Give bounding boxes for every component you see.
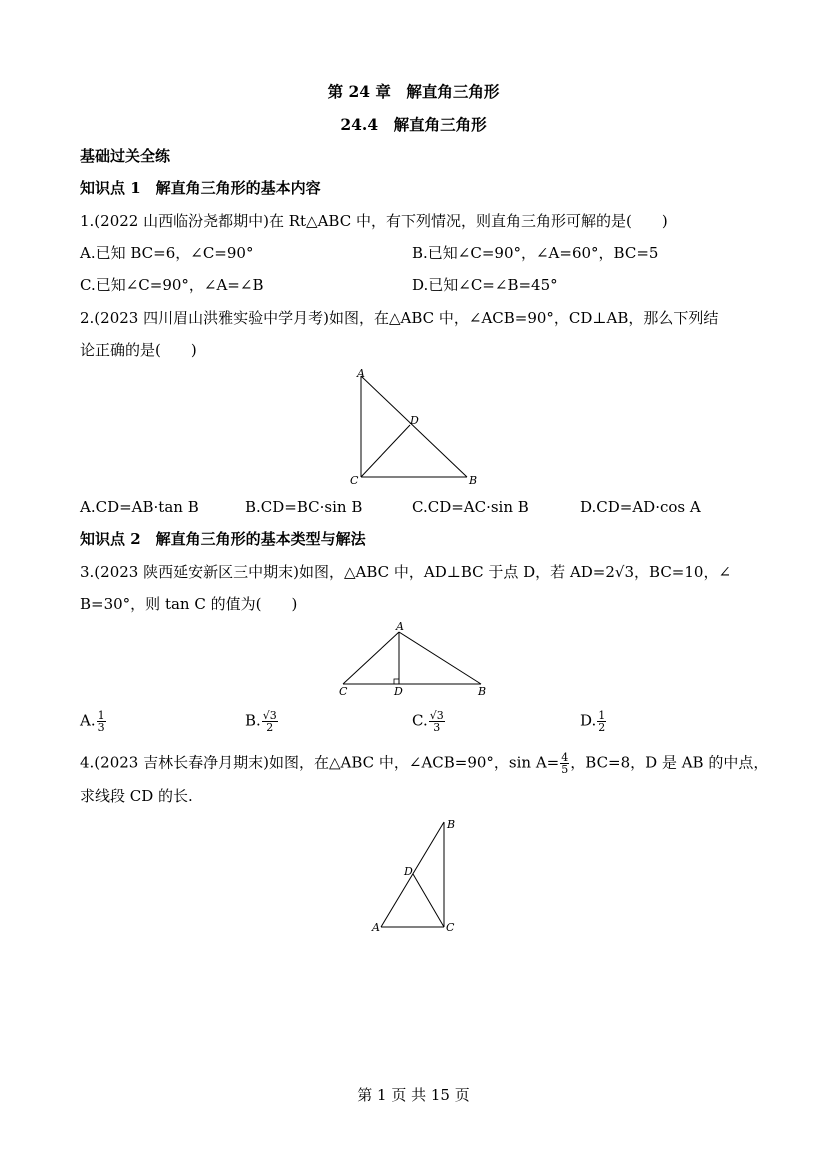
- q3-option-c: C. $\frac{√3}{3}$: [412, 709, 444, 734]
- q3-option-d: D. $\frac{1}{2}$: [580, 709, 606, 734]
- q4-label-c: C: [446, 921, 455, 934]
- section-title: 24.4 解直角三角形: [340, 115, 487, 134]
- q3-figure: [335, 620, 495, 700]
- q4-stem-line2: 求线段 CD 的长.: [80, 787, 193, 805]
- q4-stem-line1: 4.(2023 吉林长春净月期末)如图，在△ABC 中，∠ACB=90°，sin A= $\frac{4}{5}$ ，BC=8，D 是 AB 的中点，: [80, 751, 769, 776]
- q4-label-d: D: [404, 865, 413, 878]
- q2-option-d: D.CD=AD·cos A: [580, 498, 701, 516]
- q3-label-d: D: [394, 685, 403, 698]
- q3-right-angle-mark: [394, 679, 399, 684]
- q1-stem: 1.(2022 山西临汾尧都期中)在 Rt△ABC 中，有下列情况，则直角三角形可解的是( ): [80, 212, 668, 230]
- q2-label-c: C: [350, 474, 359, 487]
- q3-side-ab: [399, 632, 481, 684]
- q2-figure: [340, 365, 490, 490]
- q2-label-a: A: [357, 367, 365, 380]
- q4-label-a: A: [372, 921, 380, 934]
- q3-option-a: A. $\frac{1}{3}$: [80, 709, 105, 734]
- q3-label-c: C: [339, 685, 348, 698]
- q2-label-b: B: [469, 474, 478, 487]
- q1-option-c: C.已知∠C=90°，∠A=∠B: [80, 276, 264, 294]
- q2-segment-cd: [361, 425, 410, 477]
- q4-segment-cd: [413, 874, 444, 927]
- q3-stem-line2: B=30°，则 tan C 的值为( ): [80, 595, 298, 613]
- q2-stem-line2: 论正确的是( ): [80, 341, 197, 359]
- q2-option-c: C.CD=AC·sin B: [412, 498, 529, 516]
- q3-label-a: A: [396, 620, 404, 633]
- knowledge-point-1: 知识点 1 解直角三角形的基本内容: [80, 179, 321, 197]
- q2-option-b: B.CD=BC·sin B: [245, 498, 363, 516]
- page-footer: 第 1 页 共 15 页: [357, 1086, 470, 1104]
- q1-option-d: D.已知∠C=∠B=45°: [412, 276, 558, 294]
- knowledge-point-2: 知识点 2 解直角三角形的基本类型与解法: [80, 530, 366, 548]
- q4-label-b: B: [447, 818, 456, 831]
- q2-label-d: D: [410, 414, 419, 427]
- q4-figure: [365, 810, 465, 940]
- q2-stem-line1: 2.(2023 四川眉山洪雅实验中学月考)如图，在△ABC 中，∠ACB=90°，CD⊥AB，那么下列结: [80, 309, 719, 327]
- q3-label-b: B: [478, 685, 487, 698]
- section-heading: 基础过关全练: [80, 147, 171, 165]
- q1-option-b: B.已知∠C=90°，∠A=60°，BC=5: [412, 244, 659, 262]
- q2-option-a: A.CD=AB·tan B: [80, 498, 199, 516]
- q3-stem-line1: 3.(2023 陕西延安新区三中期末)如图，△ABC 中，AD⊥BC 于点 D，若 AD=2√3，BC=10，∠: [80, 563, 732, 581]
- q3-option-b: B. $\frac{√3}{2}$: [245, 709, 277, 734]
- chapter-title: 第 24 章 解直角三角形: [327, 82, 500, 101]
- q3-side-ac: [343, 632, 399, 684]
- q1-option-a: A.已知 BC=6，∠C=90°: [80, 244, 254, 262]
